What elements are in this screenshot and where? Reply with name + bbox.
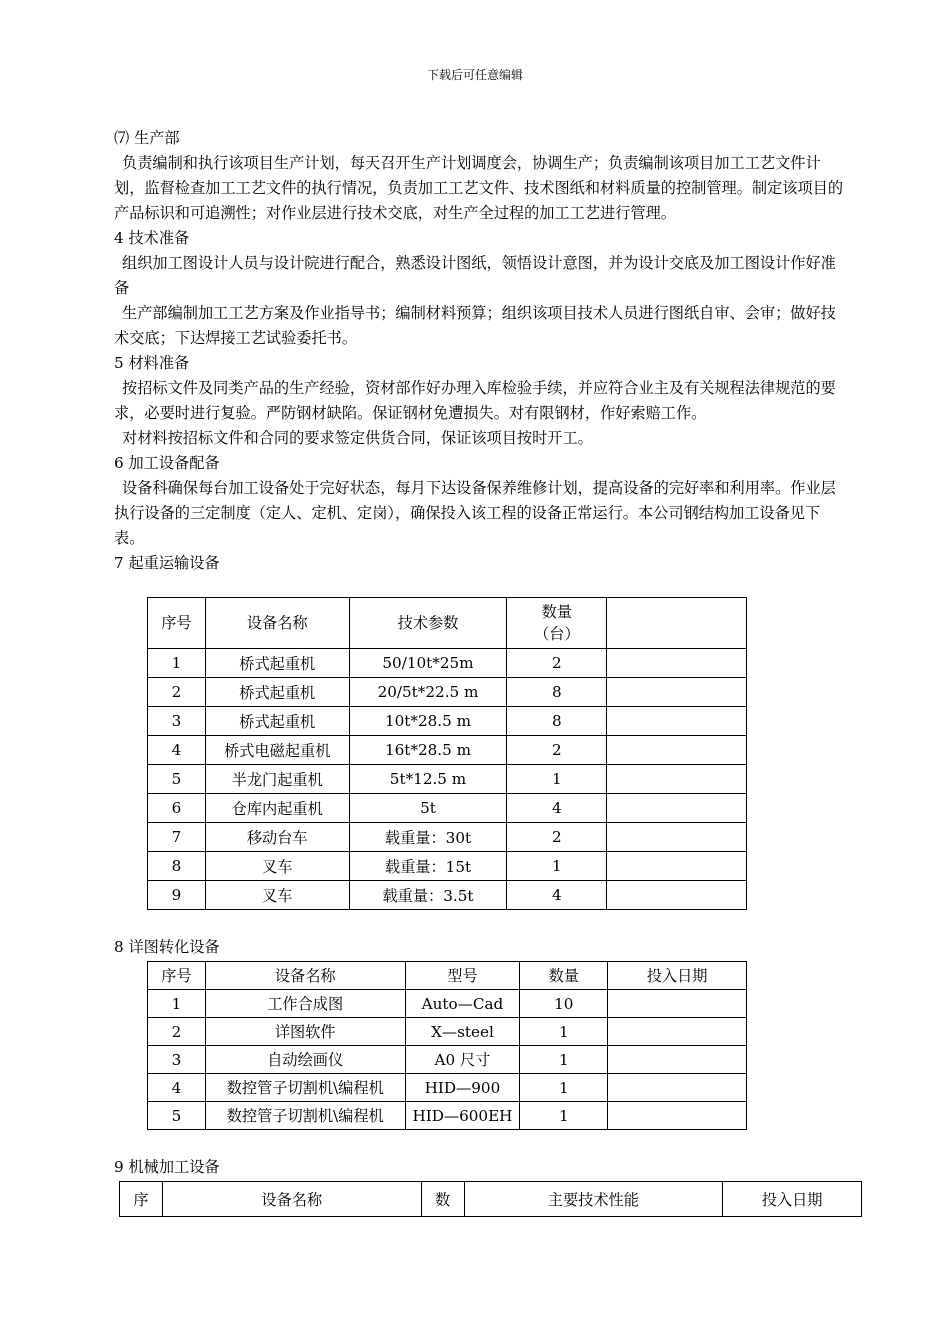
header-cell: 数量	[520, 962, 608, 990]
header-cell: 投入日期	[608, 962, 747, 990]
table-cell: 50/10t*25m	[349, 649, 507, 678]
table-cell: 工作合成图	[205, 990, 405, 1018]
table-cell: 半龙门起重机	[205, 765, 349, 794]
table-cell	[607, 823, 747, 852]
table-cell: 桥式起重机	[205, 707, 349, 736]
section-heading-tech-prep: 4 技术准备	[114, 229, 190, 247]
table-cell	[608, 1018, 747, 1046]
table-cell	[608, 1102, 747, 1130]
table-cell: 3	[148, 707, 206, 736]
table-cell: 2	[148, 678, 206, 707]
header-cell: 投入日期	[723, 1182, 862, 1217]
table-cell: 8	[507, 678, 607, 707]
table-cell: 6	[148, 794, 206, 823]
table-cell	[608, 1074, 747, 1102]
paragraph: 组织加工图设计人员与设计院进行配合，熟悉设计图纸，领悟设计意图，并为设计交底及加工图设计作好准备	[114, 254, 836, 297]
table-cell: 1	[148, 990, 206, 1018]
table-cell: 10t*28.5 m	[349, 707, 507, 736]
table-cell	[608, 1046, 747, 1074]
table-cell: 1	[520, 1046, 608, 1074]
table-cell: 3	[148, 1046, 206, 1074]
table-row	[148, 1046, 747, 1074]
table-row	[148, 881, 747, 910]
table-row	[148, 1102, 747, 1130]
table-cell: Auto—Cad	[405, 990, 520, 1018]
table-row	[148, 1074, 747, 1102]
paragraph: 对材料按招标文件和合同的要求签定供货合同，保证该项目按时开工。	[122, 429, 593, 447]
section-heading-machining: 9 机械加工设备	[114, 1158, 220, 1176]
table-cell: 2	[507, 823, 607, 852]
page-header-note: 下载后可任意编辑	[426, 68, 523, 82]
table-cell: 桥式电磁起重机	[205, 736, 349, 765]
table-cell: 1	[520, 1018, 608, 1046]
paragraph: 设备科确保每台加工设备处于完好状态，每月下达设备保养维修计划，提高设备的完好率和利用率。作业层执行设备的三定制度（定人、定机、定岗），确保投入该工程的设备正常运行。本公司钢结构加工设备见下表。	[114, 479, 836, 547]
table-cell: 1	[507, 852, 607, 881]
header-cell: 主要技术性能	[464, 1182, 723, 1217]
header-cell	[507, 598, 607, 649]
table-cell: 叉车	[205, 852, 349, 881]
table-cell: HID—900	[405, 1074, 520, 1102]
section-heading-equipment: 6 加工设备配备	[114, 454, 220, 472]
header-cell-line: 数量	[541, 603, 573, 621]
lifting-equipment-table	[147, 597, 747, 910]
table-cell	[607, 678, 747, 707]
table-cell: 移动台车	[205, 823, 349, 852]
table-cell: 1	[520, 1074, 608, 1102]
detail-conversion-table	[147, 961, 747, 1130]
table-cell: 载重量：3.5t	[349, 881, 507, 910]
table-cell: 20/5t*22.5 m	[349, 678, 507, 707]
table-cell: 1	[520, 1102, 608, 1130]
machining-equipment-table	[119, 1181, 862, 1217]
table-cell	[607, 707, 747, 736]
table-cell: 8	[148, 852, 206, 881]
table-row	[148, 736, 747, 765]
header-cell: 序号	[148, 962, 206, 990]
table-cell: 仓库内起重机	[205, 794, 349, 823]
table-cell: 数控管子切割机\编程机	[205, 1074, 405, 1102]
table-cell: 1	[507, 765, 607, 794]
section-heading-detail-conversion: 8 详图转化设备	[114, 938, 220, 956]
table-cell: 自动绘画仪	[205, 1046, 405, 1074]
table-cell	[607, 794, 747, 823]
table-cell: 桥式起重机	[205, 678, 349, 707]
table-cell: HID—600EH	[405, 1102, 520, 1130]
header-cell: 设备名称	[205, 598, 349, 649]
table-cell: 9	[148, 881, 206, 910]
header-cell: 序	[120, 1182, 163, 1217]
table-row	[148, 678, 747, 707]
table-cell: 8	[507, 707, 607, 736]
table-row	[148, 765, 747, 794]
table-cell: X—steel	[405, 1018, 520, 1046]
header-cell: 技术参数	[349, 598, 507, 649]
table-cell: 2	[507, 736, 607, 765]
table-cell: 5	[148, 765, 206, 794]
table-cell: 16t*28.5 m	[349, 736, 507, 765]
table-header-row	[120, 1182, 862, 1217]
table-cell: 数控管子切割机\编程机	[205, 1102, 405, 1130]
table-cell	[608, 990, 747, 1018]
table-cell: 载重量：30t	[349, 823, 507, 852]
table-cell: 2	[148, 1018, 206, 1046]
section-heading-material-prep: 5 材料准备	[114, 354, 190, 372]
table-cell	[607, 649, 747, 678]
table-cell: 4	[507, 794, 607, 823]
table-row	[148, 794, 747, 823]
header-cell: 设备名称	[162, 1182, 421, 1217]
header-cell: 设备名称	[205, 962, 405, 990]
table-header-row	[148, 598, 747, 649]
paragraph: 负责编制和执行该项目生产计划，每天召开生产计划调度会，协调生产；负责编制该项目加工工艺文件计划，监督检查加工工艺文件的执行情况，负责加工工艺文件、技术图纸和材料质量的控制管理。制定该项目的产品标识和可追溯性；对作业层进行技术交底，对生产全过程的加工工艺进行管理。	[114, 154, 843, 222]
table-cell: 5t	[349, 794, 507, 823]
table-cell	[607, 852, 747, 881]
table-cell	[607, 765, 747, 794]
document-body	[114, 126, 844, 576]
table-cell: 详图软件	[205, 1018, 405, 1046]
table-cell: A0 尺寸	[405, 1046, 520, 1074]
table-cell: 2	[507, 649, 607, 678]
table-row	[148, 707, 747, 736]
table-row	[148, 1018, 747, 1046]
header-cell: 数	[421, 1182, 464, 1217]
table-row	[148, 990, 747, 1018]
section-heading-lifting: 7 起重运输设备	[114, 554, 220, 572]
section-heading-production: ⑺ 生产部	[114, 129, 180, 147]
table-cell: 叉车	[205, 881, 349, 910]
table-cell: 4	[148, 736, 206, 765]
header-cell-line: （台）	[534, 625, 580, 643]
table-cell: 7	[148, 823, 206, 852]
table-row	[148, 649, 747, 678]
table-cell: 5t*12.5 m	[349, 765, 507, 794]
table-cell: 1	[148, 649, 206, 678]
table-cell: 载重量：15t	[349, 852, 507, 881]
table-cell: 桥式起重机	[205, 649, 349, 678]
paragraph: 生产部编制加工工艺方案及作业指导书；编制材料预算；组织该项目技术人员进行图纸自审、会审；做好技术交底；下达焊接工艺试验委托书。	[114, 304, 836, 347]
table-cell: 4	[507, 881, 607, 910]
table-cell: 10	[520, 990, 608, 1018]
table-header-row	[148, 962, 747, 990]
table-cell: 4	[148, 1074, 206, 1102]
table-cell: 5	[148, 1102, 206, 1130]
table-row	[148, 852, 747, 881]
table-cell	[607, 736, 747, 765]
header-cell: 型号	[405, 962, 520, 990]
table-cell	[607, 881, 747, 910]
header-cell	[607, 598, 747, 649]
table-row	[148, 823, 747, 852]
header-cell: 序号	[148, 598, 206, 649]
paragraph: 按招标文件及同类产品的生产经验，资材部作好办理入库检验手续，并应符合业主及有关规程法律规范的要求，必要时进行复验。严防钢材缺陷。保证钢材免遭损失。对有限钢材，作好索赔工作。	[114, 379, 836, 422]
